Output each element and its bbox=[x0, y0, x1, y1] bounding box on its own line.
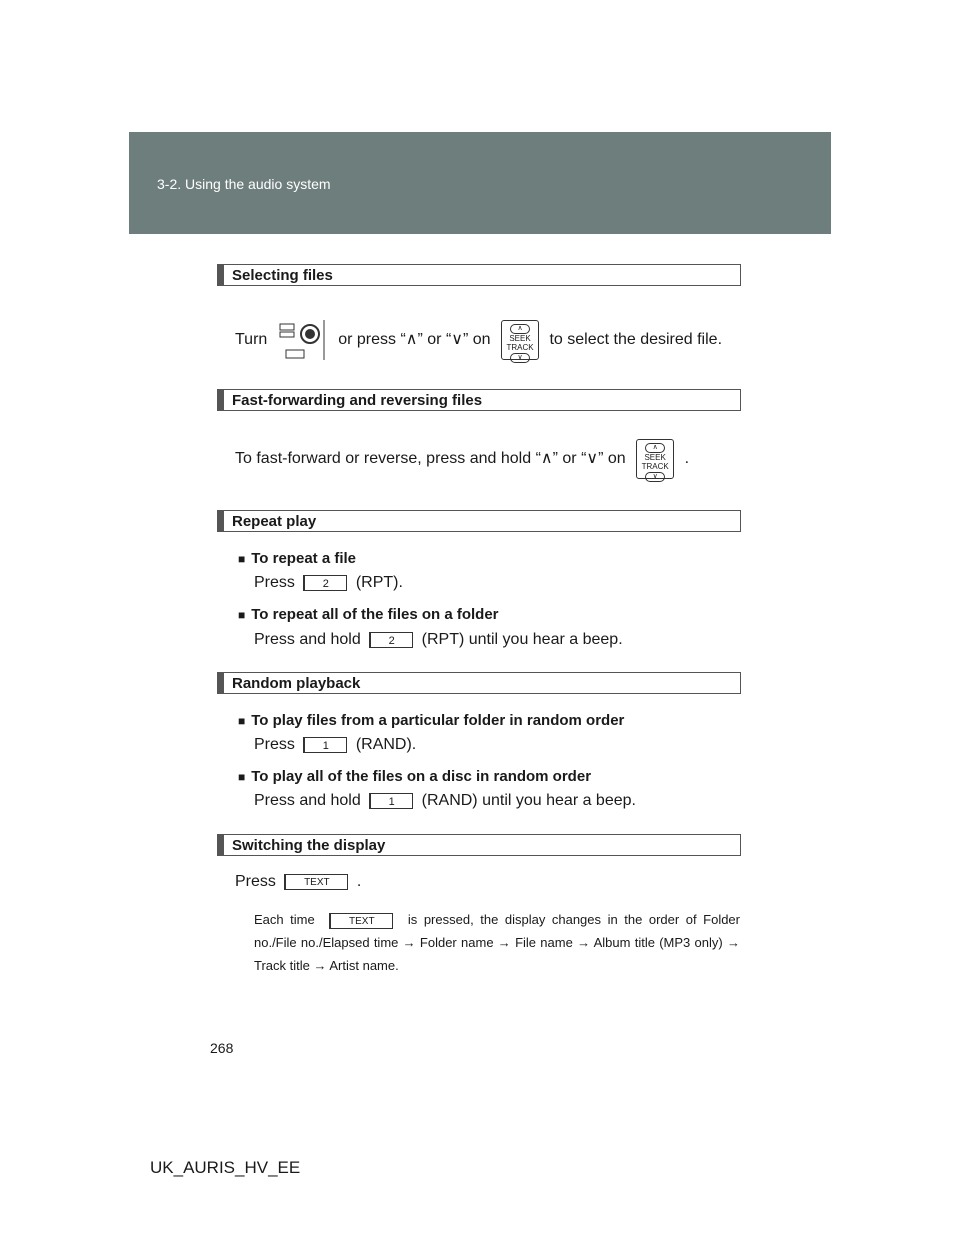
document-code: UK_AURIS_HV_EE bbox=[150, 1158, 301, 1177]
repeat-folder-instruction: Press and hold 2 (RPT) until you hear a beep. bbox=[254, 631, 623, 648]
display-note: Each time TEXT is pressed, the display changes in the order of Folder no./File no./Elapsed time → Folder name → File name → Album title (MP3 only) → Track title → Artist name. bbox=[254, 912, 740, 973]
page-header bbox=[129, 132, 831, 234]
section-fast-forwarding bbox=[217, 389, 741, 411]
section-selecting-files bbox=[217, 264, 741, 286]
seek-track-button-icon: ∧ SEEK TRACK ∨ bbox=[636, 439, 674, 479]
key-1-icon: 1 bbox=[369, 793, 413, 809]
section-switching-display bbox=[217, 834, 741, 856]
bullet-square-icon: ■ bbox=[238, 714, 246, 728]
header-section-title: 3-2. Using the audio system bbox=[157, 176, 331, 192]
key-text-icon: TEXT bbox=[329, 913, 393, 929]
random-disc-instruction: Press and hold 1 (RAND) until you hear a beep. bbox=[254, 792, 636, 809]
section-title: Random playback bbox=[232, 675, 361, 692]
bullet-heading: ■ To repeat all of the files on a folder bbox=[238, 606, 499, 623]
section-repeat-play bbox=[217, 510, 741, 532]
key-1-icon: 1 bbox=[303, 737, 347, 753]
repeat-file-instruction: Press 2 (RPT). bbox=[254, 574, 403, 591]
bullet-square-icon: ■ bbox=[238, 770, 246, 784]
page-number: 268 bbox=[210, 1040, 234, 1056]
display-instruction: Press TEXT . bbox=[235, 873, 362, 890]
section-title: Repeat play bbox=[232, 513, 317, 530]
bullet-heading: ■ To play all of the files on a disc in random order bbox=[238, 768, 592, 785]
bullet-heading: ■ To play files from a particular folder in random order bbox=[238, 712, 625, 729]
fastforward-instruction: To fast-forward or reverse, press and hold “∧” or “∨” on ∧ SEEK TRACK ∨ . bbox=[235, 439, 689, 479]
key-2-icon: 2 bbox=[303, 575, 347, 591]
key-2-icon: 2 bbox=[369, 632, 413, 648]
section-random-playback bbox=[217, 672, 741, 694]
seek-track-button-icon: ∧ SEEK TRACK ∨ bbox=[501, 320, 539, 360]
random-folder-instruction: Press 1 (RAND). bbox=[254, 736, 417, 753]
section-title: Switching the display bbox=[232, 837, 386, 854]
section-title: Fast-forwarding and reversing files bbox=[232, 392, 483, 409]
bullet-square-icon: ■ bbox=[238, 608, 246, 622]
tune-knob-icon bbox=[278, 318, 328, 362]
selecting-instruction: Turn or press “∧” or “∨” on ∧ SEEK TRACK ∨ to select the desired file. bbox=[235, 318, 722, 362]
key-text-icon: TEXT bbox=[284, 874, 348, 890]
bullet-square-icon: ■ bbox=[238, 552, 246, 566]
section-title: Selecting files bbox=[232, 267, 333, 284]
bullet-heading: ■ To repeat a file bbox=[238, 550, 357, 567]
